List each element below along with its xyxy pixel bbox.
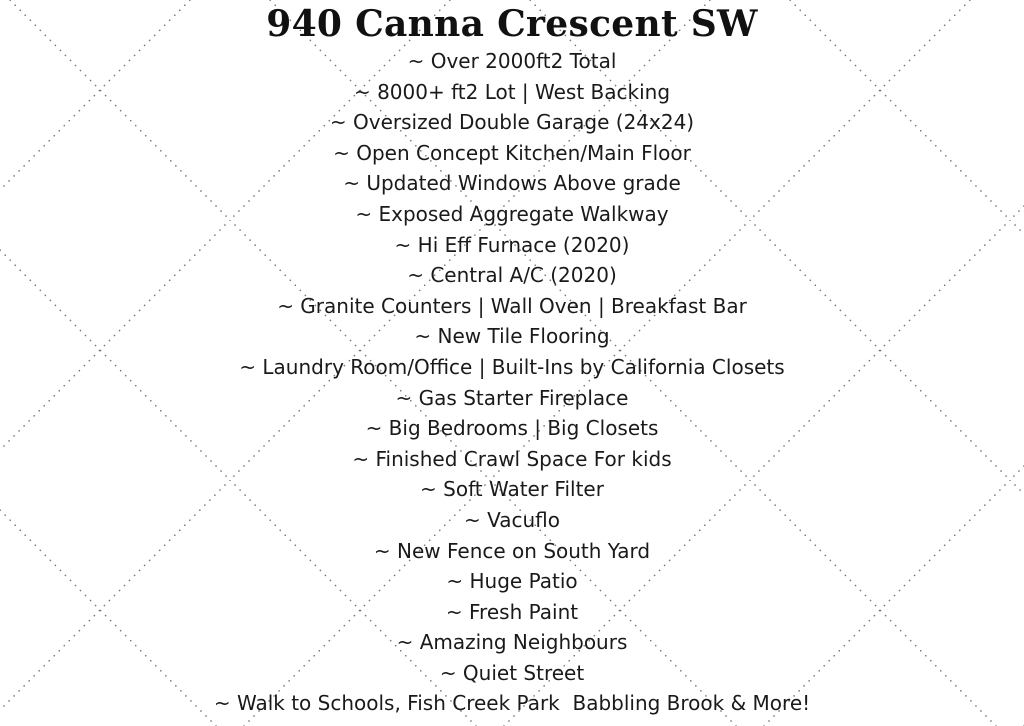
feature-item: ~ Open Concept Kitchen/Main Floor — [333, 140, 691, 165]
feature-item: ~ Amazing Neighbours — [396, 630, 628, 655]
feature-item: ~ Huge Patio — [446, 569, 578, 594]
feature-item: ~ Finished Crawl Space For kids — [352, 446, 672, 471]
feature-item: ~ Gas Starter Fireplace — [395, 385, 629, 410]
feature-item: ~ Fresh Paint — [445, 599, 579, 624]
feature-item: ~ Hi Eff Furnace (2020) — [394, 232, 630, 257]
feature-item: ~ 8000+ ft2 Lot | West Backing — [353, 79, 671, 104]
feature-item: ~ Vacuflo — [463, 507, 560, 532]
feature-item: ~ Walk to Schools, Fish Creek Park Babbling Brook & More! — [213, 691, 811, 716]
property-address-title: 940 Canna Crescent SW — [266, 3, 758, 45]
feature-item: ~ Oversized Double Garage (24x24) — [329, 110, 695, 135]
feature-item: ~ Big Bedrooms | Big Closets — [365, 416, 659, 441]
feature-item: ~ New Fence on South Yard — [373, 538, 651, 563]
feature-item: ~ Laundry Room/Office | Built-Ins by California Closets — [239, 354, 785, 379]
feature-item: ~ New Tile Flooring — [414, 324, 610, 349]
feature-item: ~ Quiet Street — [439, 660, 585, 685]
feature-item: ~ Central A/C (2020) — [407, 263, 617, 288]
feature-item: ~ Updated Windows Above grade — [343, 171, 681, 196]
feature-item: ~ Exposed Aggregate Walkway — [355, 201, 669, 226]
feature-item: ~ Granite Counters | Wall Oven | Breakfast Bar — [277, 293, 747, 318]
feature-list — [0, 46, 1024, 719]
feature-item: ~ Soft Water Filter — [420, 477, 604, 502]
feature-item: ~ Over 2000ft2 Total — [407, 49, 617, 73]
